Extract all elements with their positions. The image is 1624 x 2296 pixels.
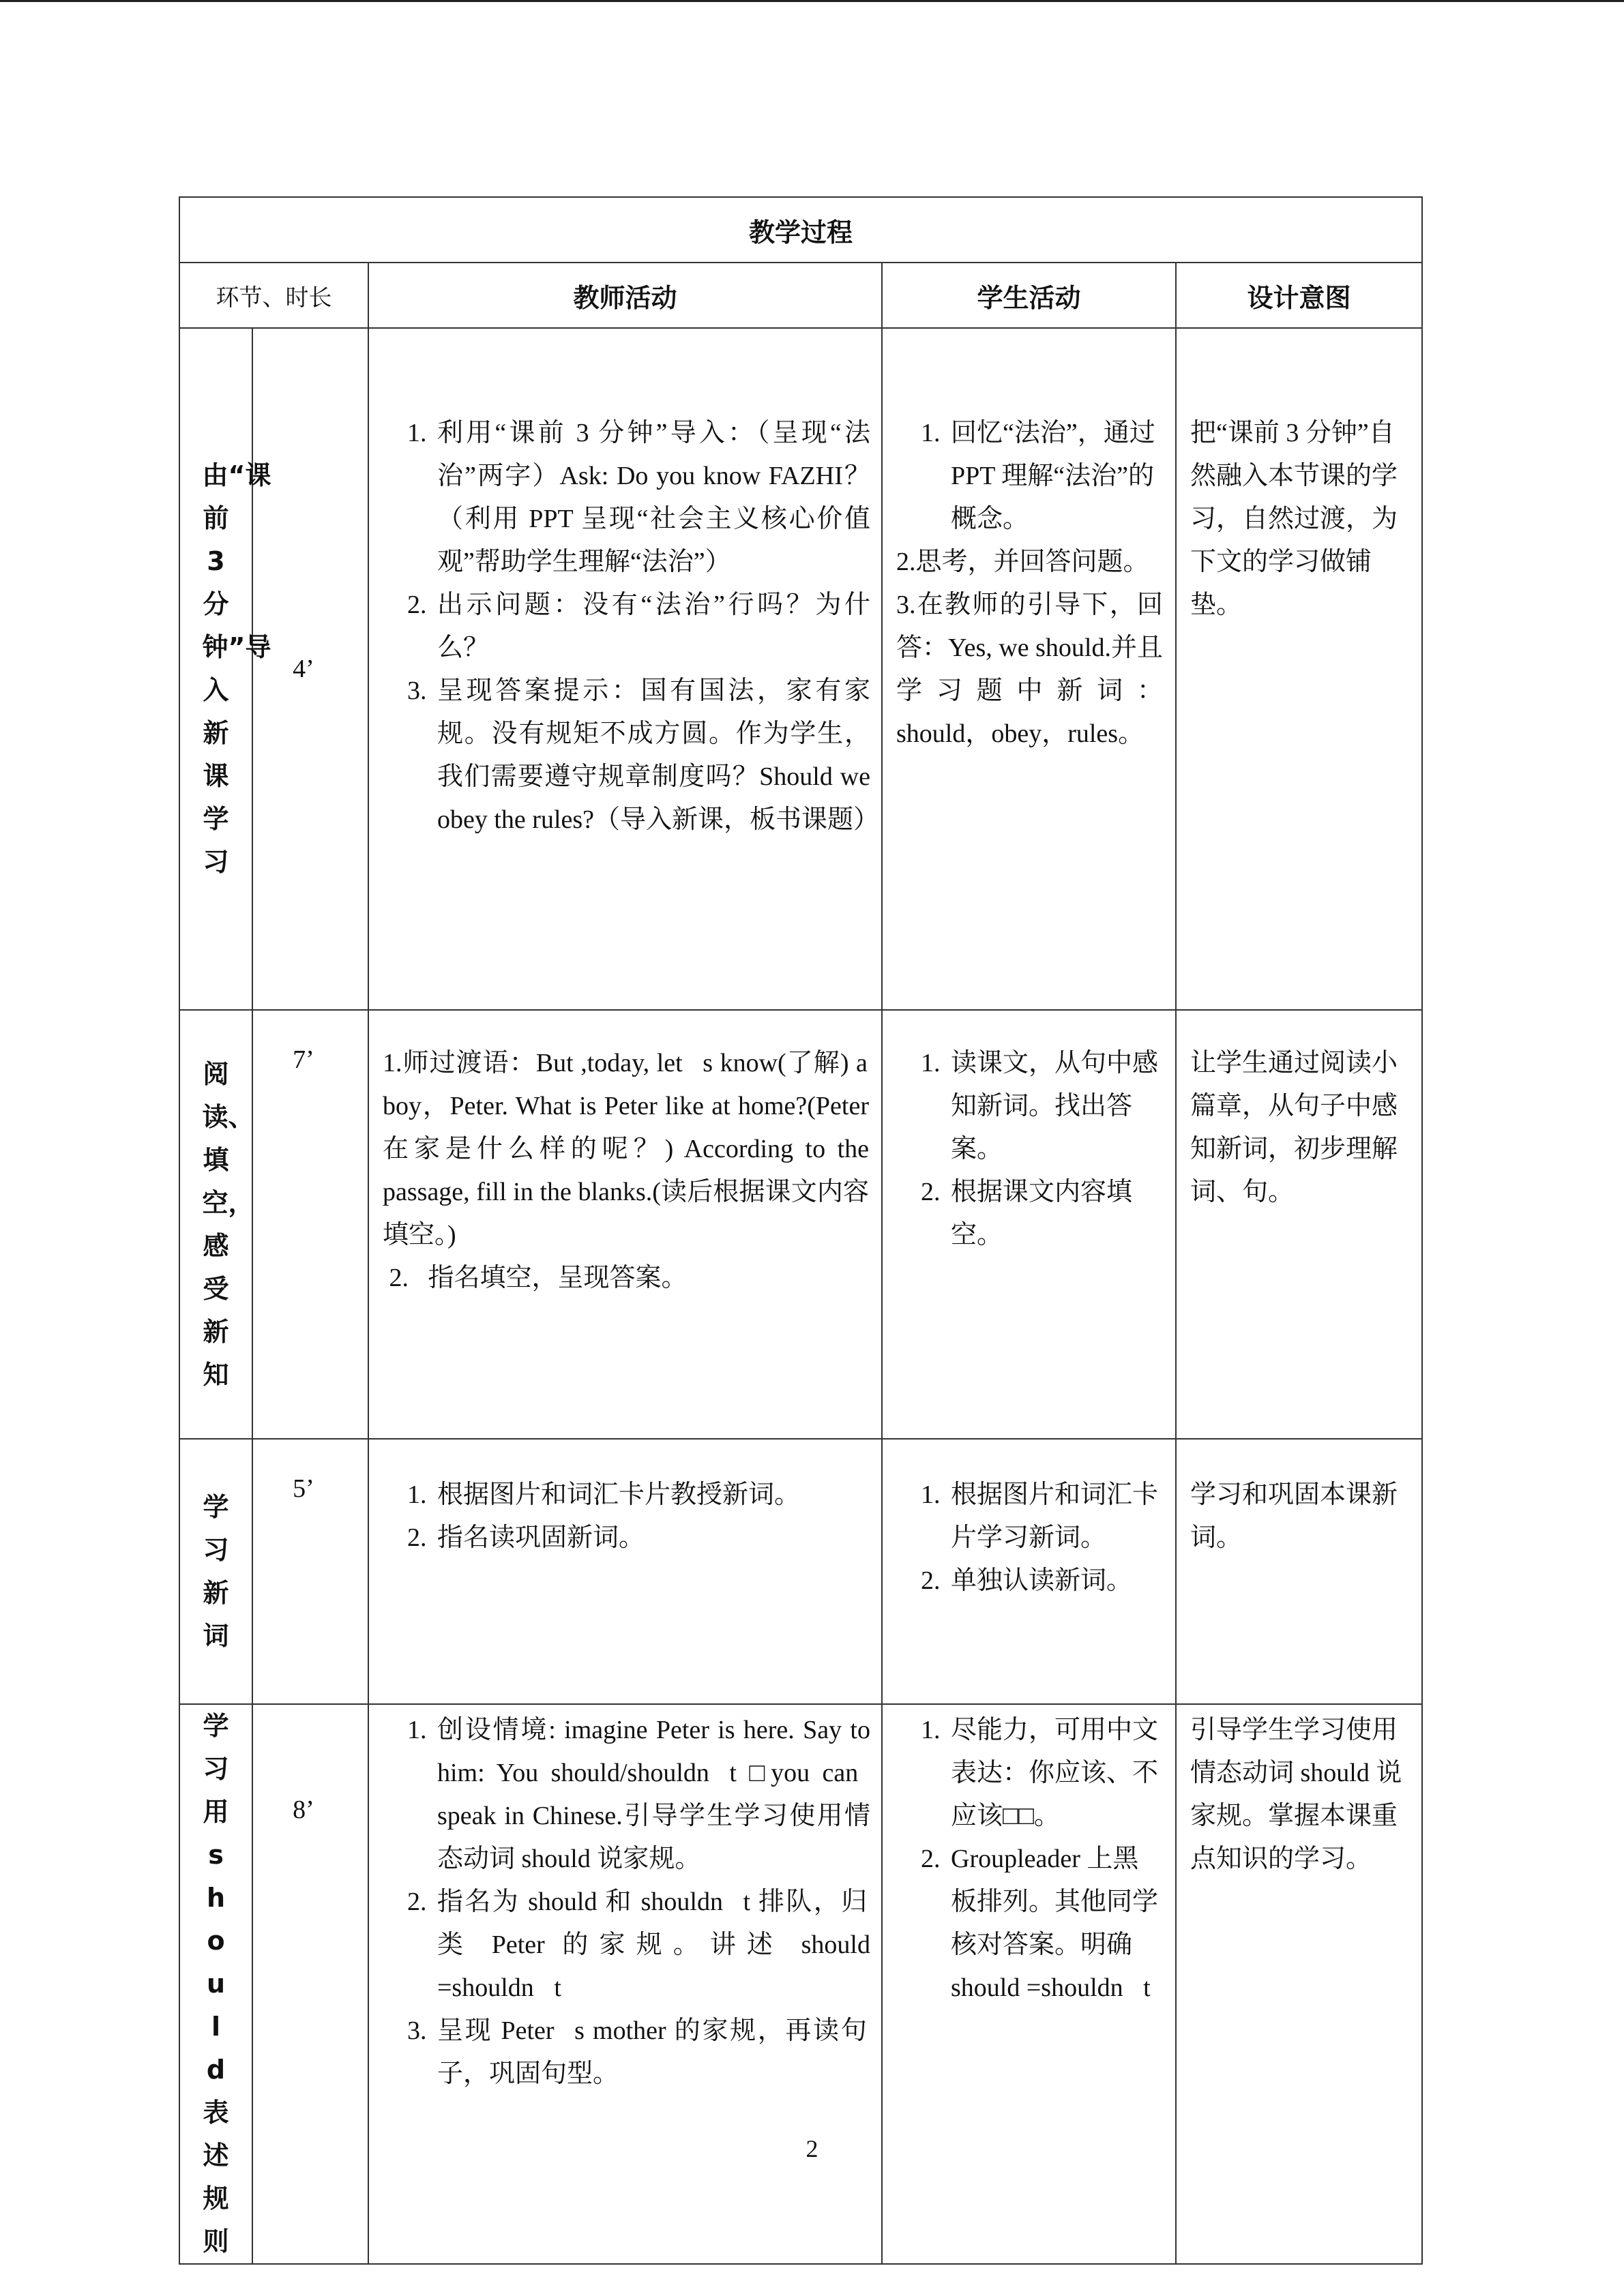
teaching-process-table <box>179 196 1423 2265</box>
stage-label: 由“课前3分钟”导入新课学习 <box>202 460 271 877</box>
design-intent-cell <box>1176 328 1422 1010</box>
design-intent-text: 引导学生学习使用情态动词 should 说家规。掌握本课重点知识的学习。 <box>1190 1716 1402 1873</box>
teacher-activity-list <box>369 1474 881 1560</box>
student-activity-list <box>883 1042 1175 1257</box>
stage-label: 阅读、填空，感受新知 <box>202 1058 254 1390</box>
design-intent-cell <box>1176 1439 1422 1704</box>
time-label: 7’ <box>293 1045 314 1074</box>
design-intent-text: 让学生通过阅读小篇章，从句子中感知新词，初步理解词、句。 <box>1190 1049 1398 1206</box>
student-activity-cell <box>882 328 1176 1010</box>
student-activity-item: 1. 回忆“法治”，通过 PPT 理解“法治”的概念。 <box>947 412 1164 541</box>
teacher-activity-cell <box>368 328 882 1010</box>
table-title-row <box>179 197 1422 263</box>
header-design-intent: 设计意图 <box>1176 263 1422 328</box>
time-label: 5’ <box>293 1474 314 1503</box>
table-row <box>179 328 1422 1010</box>
stage-cell <box>179 328 271 1010</box>
table-row <box>179 1439 1422 1704</box>
teacher-activity-cell <box>368 1704 882 2264</box>
table-row <box>179 1010 1422 1439</box>
teacher-activity-item: 1. 利用“课前 3 分钟”导入：（呈现“法治”两字）Ask: Do you know FAZHI？（利用 PPT 呈现“社会主义核心价值观”帮助学生理解“法治”） <box>433 412 870 584</box>
teacher-activity-item: 2. 指名读巩固新词。 <box>433 1517 870 1560</box>
time-cell <box>252 1439 368 1704</box>
teacher-activity-text: 1.师过渡语：But ,today, let⃞s know(了解) a boy，Peter. What is Peter like at home?(Peter 在家是什么样的呢？) According to the passage, fill in the blanks.(读后根据课文内容填空。) <box>383 1049 869 1249</box>
time-cell <box>252 1704 368 2264</box>
teacher-activity-cell <box>368 1010 882 1439</box>
page-number: 2 <box>806 2135 818 2162</box>
top-border-line <box>0 0 1624 2</box>
time-label: 8’ <box>293 1795 314 1824</box>
header-stage-time: 环节、时长 <box>179 263 368 328</box>
stage-cell <box>179 1704 252 2264</box>
student-activity-cell <box>882 1704 1176 2264</box>
student-activity-item: 2. Groupleader 上黑板排列。其他同学核对答案。明确 should =shouldn⃞t <box>947 1838 1164 2010</box>
teacher-activity-item: 3. 呈现答案提示：国有国法，家有家规。没有规矩不成方圆。作为学生，我们需要遵守规章制度吗？Should we obey the rules?（导入新课，板书课题） <box>433 670 870 841</box>
table-title: 教学过程 <box>179 197 1422 263</box>
student-activity-item: 1. 尽能力，可用中文表达：你应该、不应该□□。 <box>947 1709 1164 1838</box>
teacher-activity-list <box>369 1709 881 2096</box>
student-activity-cell <box>882 1010 1176 1439</box>
teacher-activity-list <box>369 412 881 841</box>
header-student-activity: 学生活动 <box>882 263 1176 328</box>
design-intent-cell <box>1176 1010 1422 1439</box>
time-cell <box>252 328 368 1010</box>
student-activity-list <box>883 1709 1175 2010</box>
teacher-activity-item: 1. 创设情境: imagine Peter is here. Say to him: You should/shouldn⃞t □you can speak in Chinese.引导学生学习使用情态动词 should 说家规。 <box>433 1709 870 1881</box>
design-intent-text: 学习和巩固本课新词。 <box>1190 1480 1398 1552</box>
header-teacher-activity: 教师活动 <box>368 263 882 328</box>
table-header-row <box>179 263 1422 328</box>
student-activity-item: 2. 单独认读新词。 <box>947 1560 1164 1602</box>
student-activity-item: 2. 根据课文内容填空。 <box>947 1171 1164 1257</box>
student-activity-text: 3.在教师的引导下，回答：Yes, we should.并且学习题中新词：should，obey，rules。 <box>896 591 1163 748</box>
design-intent-cell <box>1176 1704 1422 2264</box>
teacher-activity-item: 2. 指名为 should 和 shouldn⃞t 排队，归类 Peter 的家规。讲述 should =shouldn⃞t <box>433 1881 870 2010</box>
teacher-activity-item: 1. 根据图片和词汇卡片教授新词。 <box>433 1474 870 1517</box>
teacher-activity-item: 3. 呈现 Peter⃞s mother 的家规，再读句子，巩固句型。 <box>433 2010 870 2096</box>
stage-label: 学习新词 <box>203 1491 229 1651</box>
stage-label: 学习用should表述规则 <box>203 1711 229 2256</box>
teacher-activity-text: 2. 指名填空，呈现答案。 <box>383 1264 688 1292</box>
student-activity-item: 1. 根据图片和词汇卡片学习新词。 <box>947 1474 1164 1560</box>
student-activity-list <box>883 412 1175 541</box>
teacher-activity-item: 2. 出示问题：没有“法治”行吗？为什么？ <box>433 584 870 670</box>
student-activity-text: 2.思考，并回答问题。 <box>896 548 1149 576</box>
student-activity-list <box>883 1474 1175 1602</box>
time-cell <box>252 1010 368 1439</box>
teacher-activity-cell <box>368 1439 882 1704</box>
stage-cell <box>179 1010 252 1439</box>
table-row <box>179 1704 1422 2264</box>
student-activity-cell <box>882 1439 1176 1704</box>
time-label: 4’ <box>293 655 314 683</box>
design-intent-text: 把“课前 3 分钟”自然融入本节课的学习，自然过渡，为下文的学习做铺垫。 <box>1190 419 1398 619</box>
stage-cell <box>179 1439 252 1704</box>
student-activity-item: 1. 读课文，从句中感知新词。找出答案。 <box>947 1042 1164 1171</box>
